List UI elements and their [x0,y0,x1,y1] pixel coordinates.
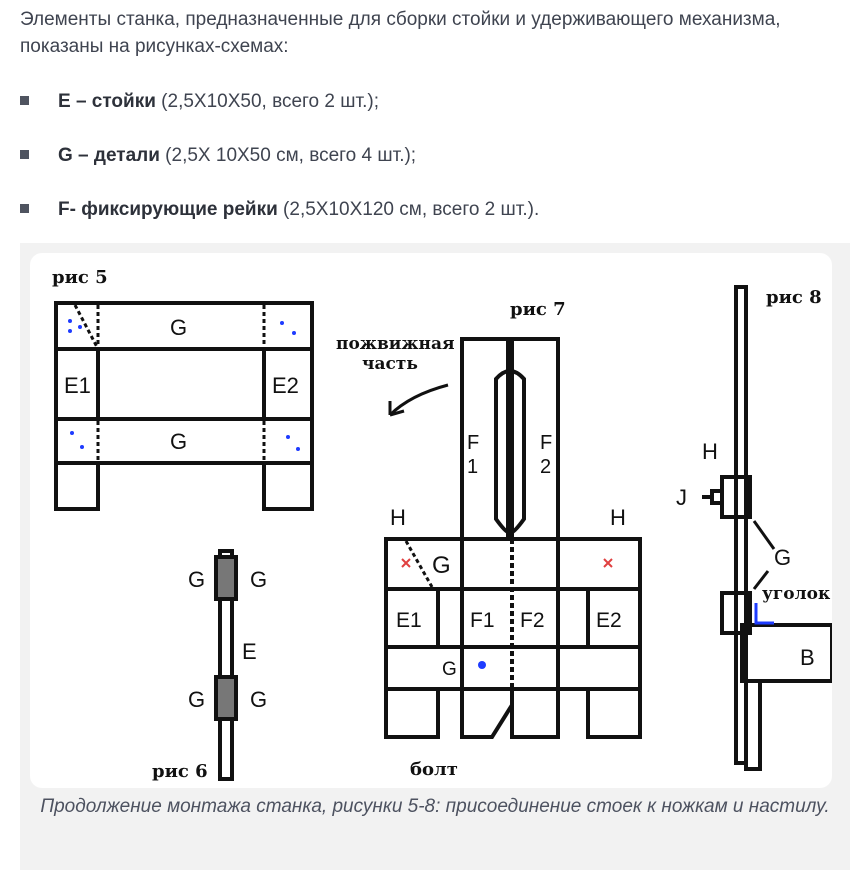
fig5-label-e1: E1 [64,373,91,398]
part-name: G – детали [58,145,160,166]
fig7-label-e1: E1 [396,609,422,632]
fig7-label-g-small: G [442,659,457,680]
assembly-diagram [30,253,832,788]
fig6-label-e: E [242,639,257,664]
list-item [20,136,820,190]
diagram-panel [30,253,832,788]
list-item [20,82,820,136]
fig7-label-f1-num: 1 [467,456,479,478]
fig8-title: рис 8 [766,287,822,308]
fig8-label-j: J [676,485,687,510]
fig6-label-g-rt: G [250,567,268,592]
part-spec: (2,5X 10X50 см, всего 4 шт.); [159,145,417,166]
part-name: E – стойки [58,91,156,112]
fig8-label-g: G [774,545,792,570]
fig5-label-e2: E2 [272,373,299,398]
fig6-title: рис 6 [152,761,208,782]
bullet-square-icon [20,150,29,159]
figure-caption: Продолжение монтажа станка, рисунки 5-8: присоединение стоек к ножкам и настилу. [40,796,830,817]
fig7-drawing [386,339,640,737]
fig8-label-h: H [702,439,718,464]
fig6-label-g-lt: G [188,567,206,592]
parts-list [20,82,820,244]
fig7-label-f1: F1 [470,609,495,632]
bullet-square-icon [20,204,29,213]
fig8-drawing [702,287,832,769]
fig7-label-f2: F2 [520,609,545,632]
list-item [20,190,820,244]
fig7-label-g: G [432,552,451,579]
part-name: F- фиксирующие рейки [58,199,278,220]
fig7-label-h-right: H [610,505,626,530]
bullet-square-icon [20,96,29,105]
part-spec: (2,5X10X120 см, всего 2 шт.). [277,199,540,220]
fig6-drawing [216,551,236,779]
fig7-label-f2-num: 2 [540,456,552,478]
part-spec: (2,5X10X50, всего 2 шт.); [155,91,379,112]
fig8-corner-label: уголок [762,584,831,604]
fig6-label-g-lb: G [188,687,206,712]
fig7-title: рис 7 [510,299,566,320]
fig7-moving-label-2: часть [362,354,418,374]
fig5-label-g-bottom: G [170,429,188,454]
fig5-title: рис 5 [52,267,108,288]
fig5-label-g-top: G [170,315,188,340]
fig6-label-g-rb: G [250,687,268,712]
intro-paragraph: Элементы станка, предназначенные для сборки стойки и удерживающего механизма, показаны на рисунках-схемах: [20,9,781,57]
fig7-bolt-label: болт [410,759,458,780]
fig7-label-h-left: H [390,505,406,530]
fig7-label-f2-top: F [540,432,553,454]
fig7-label-f1-top: F [467,432,480,454]
fig7-moving-label-1: пожвижная [336,334,455,354]
figure-block [20,243,850,870]
fig8-label-b: B [800,645,815,670]
fig7-label-e2: E2 [596,609,622,632]
